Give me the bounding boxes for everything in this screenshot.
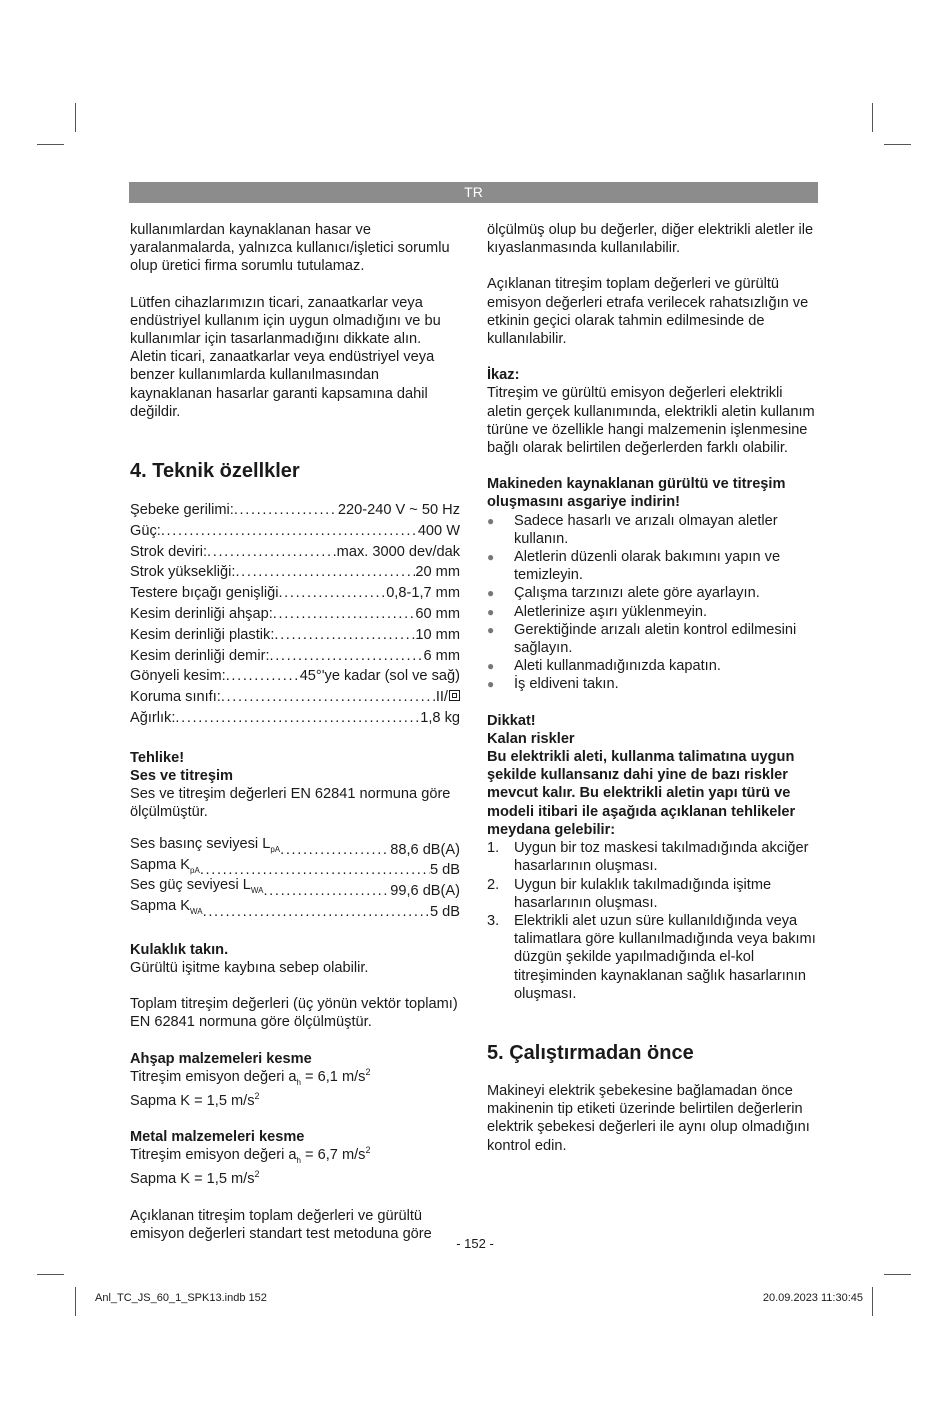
list-item: ● Aleti kullanmadığınızda kapatın.: [487, 658, 721, 675]
sound-row: Ses basınç seviyesi $L_{pA}$ . . . 88,6 dB(A): [130, 840, 460, 861]
spec-list: [130, 500, 460, 729]
intro-paragraph-1: kullanımlardan kaynaklanan hasar ve yaralanmalarda, yalnızca kullanıcı/işletici sorumlu olup üretici firma sorumlu tutulamaz.: [130, 222, 450, 275]
bullet-icon: ●: [487, 659, 495, 674]
crop-mark: [75, 1287, 76, 1316]
risk-list: [487, 839, 820, 1003]
wood-vibration: Titreşim emisyon değeri $a_h = 6,1$ $m/s^2$: [130, 1066, 371, 1087]
danger-heading: Tehlike!: [130, 749, 185, 766]
metal-vibration: Titreşim emisyon değeri $a_h = 6,7$ $m/s^2$: [130, 1145, 371, 1166]
bullet-icon: ●: [487, 622, 495, 637]
bullet-icon: ●: [487, 513, 495, 528]
spec-row: Kesim derinliği plastik: . . . 10 mm: [130, 625, 460, 646]
metal-heading: Metal malzemeleri kesme: [130, 1129, 305, 1146]
spec-row: Strok yüksekliği: . . . 20 mm: [130, 562, 460, 583]
section-5-title: 5. Çalıştırmadan önce: [487, 1041, 694, 1064]
vibration-total-text: Toplam titreşim değerleri (üç yönün vektör toplamı) EN 62841 normuna göre ölçülmüştür.: [130, 996, 458, 1031]
language-tag: TR: [464, 184, 483, 200]
list-item: 2. Uygun bir kulaklık takılmadığında işitme hasarlarının oluşması.: [487, 876, 772, 911]
bullet-icon: ●: [487, 604, 495, 619]
spec-row: Güç: . . . 400 W: [130, 521, 460, 542]
list-item: 3. Elektrikli alet uzun süre kullanıldığında veya talimatlara göre kullanılmadığında veya bakımı düzgün şekilde yapılmadığında el-kol titreşiminden kaynaklanan sağlık hasarlarının oluşması.: [487, 912, 816, 1002]
closing-text: Açıklanan titreşim toplam değerleri ve gürültü emisyon değerleri standart test metoduna göre: [130, 1207, 432, 1242]
sound-text: Ses ve titreşim değerleri EN 62841 normuna göre ölçülmüştür.: [130, 786, 451, 821]
crop-mark: [872, 1287, 873, 1316]
spec-row: Ağırlık: . . . 1,8 kg: [130, 708, 460, 729]
wood-deviation: Sapma K = 1,5 $m/s^2$: [130, 1091, 260, 1109]
headphones-text: Gürültü işitme kaybına sebep olabilir.: [130, 960, 369, 976]
list-item: ● İş eldiveni takın.: [487, 676, 619, 693]
bullet-icon: ●: [487, 586, 495, 601]
reduce-list: [487, 512, 820, 694]
warning-heading: İkaz:: [487, 367, 520, 384]
sound-values: [130, 835, 460, 923]
continuation-paragraph-2: Açıklanan titreşim toplam değerleri ve gürültü emisyon değerleri etrafa verilecek rahatsızlığın ve etkinin geçici olarak tahmin edilmesinde de kullanılabilir.: [487, 276, 809, 348]
list-item: ● Çalışma tarzınızı alete göre ayarlayın.: [487, 585, 760, 602]
residual-risks-text: Bu elektrikli aleti, kullanma talimatına uygun şekilde kullansanız dahi yine de bazı riskler mevcut kalır. Bu elektrikli aletin yapı türü ve modeli itibari ile aşağıda açıklanan tehlikeler meydana gelebilir:: [487, 749, 796, 838]
spec-row: Şebeke gerilimi: . . . 220-240 V ~ 50 Hz: [130, 500, 460, 521]
crop-mark: [75, 103, 76, 132]
section-4-title: 4. Teknik özellkler: [130, 460, 300, 483]
spec-row: Gönyeli kesim: . . . 45°'ye kadar (sol ve sağ): [130, 666, 460, 687]
intro-paragraph-2: Lütfen cihazlarımızın ticari, zanaatkarlar veya endüstriyel kullanım için uygun olmadığını ve bu kullanımlar için tasarlanmadığını dikkate alın. Aletin ticari, zanaatkarlar veya endüstriyel veya benzer kullanımlarda kullanılmasından kaynaklanan hasarlar garanti kapsamına dahil değildir.: [130, 294, 441, 420]
list-item: 1. Uygun bir toz maskesi takılmadığında akciğer hasarlarının oluşması.: [487, 840, 809, 875]
crop-mark: [872, 103, 873, 132]
list-item: ● Aletlerin düzenli olarak bakımını yapın ve temizleyin.: [487, 549, 781, 584]
spec-row: Strok deviri: . . . max. 3000 dev/dak: [130, 542, 460, 563]
sound-row: Sapma $K_{pA}$ . . . 5 dB: [130, 860, 460, 881]
spec-row: Testere bıçağı genişliği . . . 0,8-1,7 mm: [130, 583, 460, 604]
file-info: Anl_TC_JS_60_1_SPK13.indb 152: [95, 1292, 267, 1304]
page-number: - 152 -: [456, 1236, 494, 1251]
crop-mark: [884, 1274, 911, 1275]
sound-row: Ses güç seviyesi $L_{WA}$ . . . 99,6 dB(A): [130, 881, 460, 902]
left-column: [130, 221, 460, 1243]
spec-row: Kesim derinliği demir: . . . 6 mm: [130, 646, 460, 667]
bullet-icon: ●: [487, 550, 495, 565]
crop-mark: [37, 144, 64, 145]
list-item: ● Sadece hasarlı ve arızalı olmayan aletler kullanın.: [487, 512, 778, 547]
sound-heading: Ses ve titreşim: [130, 768, 234, 784]
continuation-paragraph-1: ölçülmüş olup bu değerler, diğer elektrikli aletler ile kıyaslanmasında kullanılabilir.: [487, 222, 814, 257]
bullet-icon: ●: [487, 677, 495, 692]
warning-text: Titreşim ve gürültü emisyon değerleri elektrikli aletin gerçek kullanımında, elektrikli aletin kullanım türüne ve özellikle hangi malzemenin işlenmesine bağlı olarak belirtilen değerlerden farklı olabilir.: [487, 385, 815, 457]
reduce-heading: Makineden kaynaklanan gürültü ve titreşim oluşmasını asgariye indirin!: [487, 476, 786, 511]
protection-class-icon: [449, 690, 460, 701]
right-column: [487, 221, 820, 1155]
section-5-text: Makineyi elektrik şebekesine bağlamadan önce makinenin tip etiketi üzerinde belirtilen değerlerin elektrik şebekesi değerleri ile aynı olup olmadığını kontrol edin.: [487, 1082, 810, 1154]
wood-heading: Ahşap malzemeleri kesme: [130, 1050, 312, 1067]
crop-mark: [37, 1274, 64, 1275]
headphones-heading: Kulaklık takın.: [130, 941, 229, 958]
spec-row: Koruma sınıfı: . . . II/: [130, 687, 460, 708]
sound-row: Sapma $K_{WA}$ . . . 5 dB: [130, 902, 460, 923]
language-bar: [129, 182, 818, 203]
timestamp: 20.09.2023 11:30:45: [762, 1292, 863, 1304]
spec-row: Kesim derinliği ahşap: . . . 60 mm: [130, 604, 460, 625]
metal-deviation: Sapma K = 1,5 $m/s^2$: [130, 1169, 260, 1188]
attention-heading: Dikkat!: [487, 712, 536, 729]
crop-mark: [884, 144, 911, 145]
list-item: ● Gerektiğinde arızalı aletin kontrol edilmesini sağlayın.: [487, 621, 797, 657]
list-item: ● Aletlerinize aşırı yüklenmeyin.: [487, 603, 708, 620]
residual-risks-heading: Kalan riskler: [487, 730, 575, 747]
